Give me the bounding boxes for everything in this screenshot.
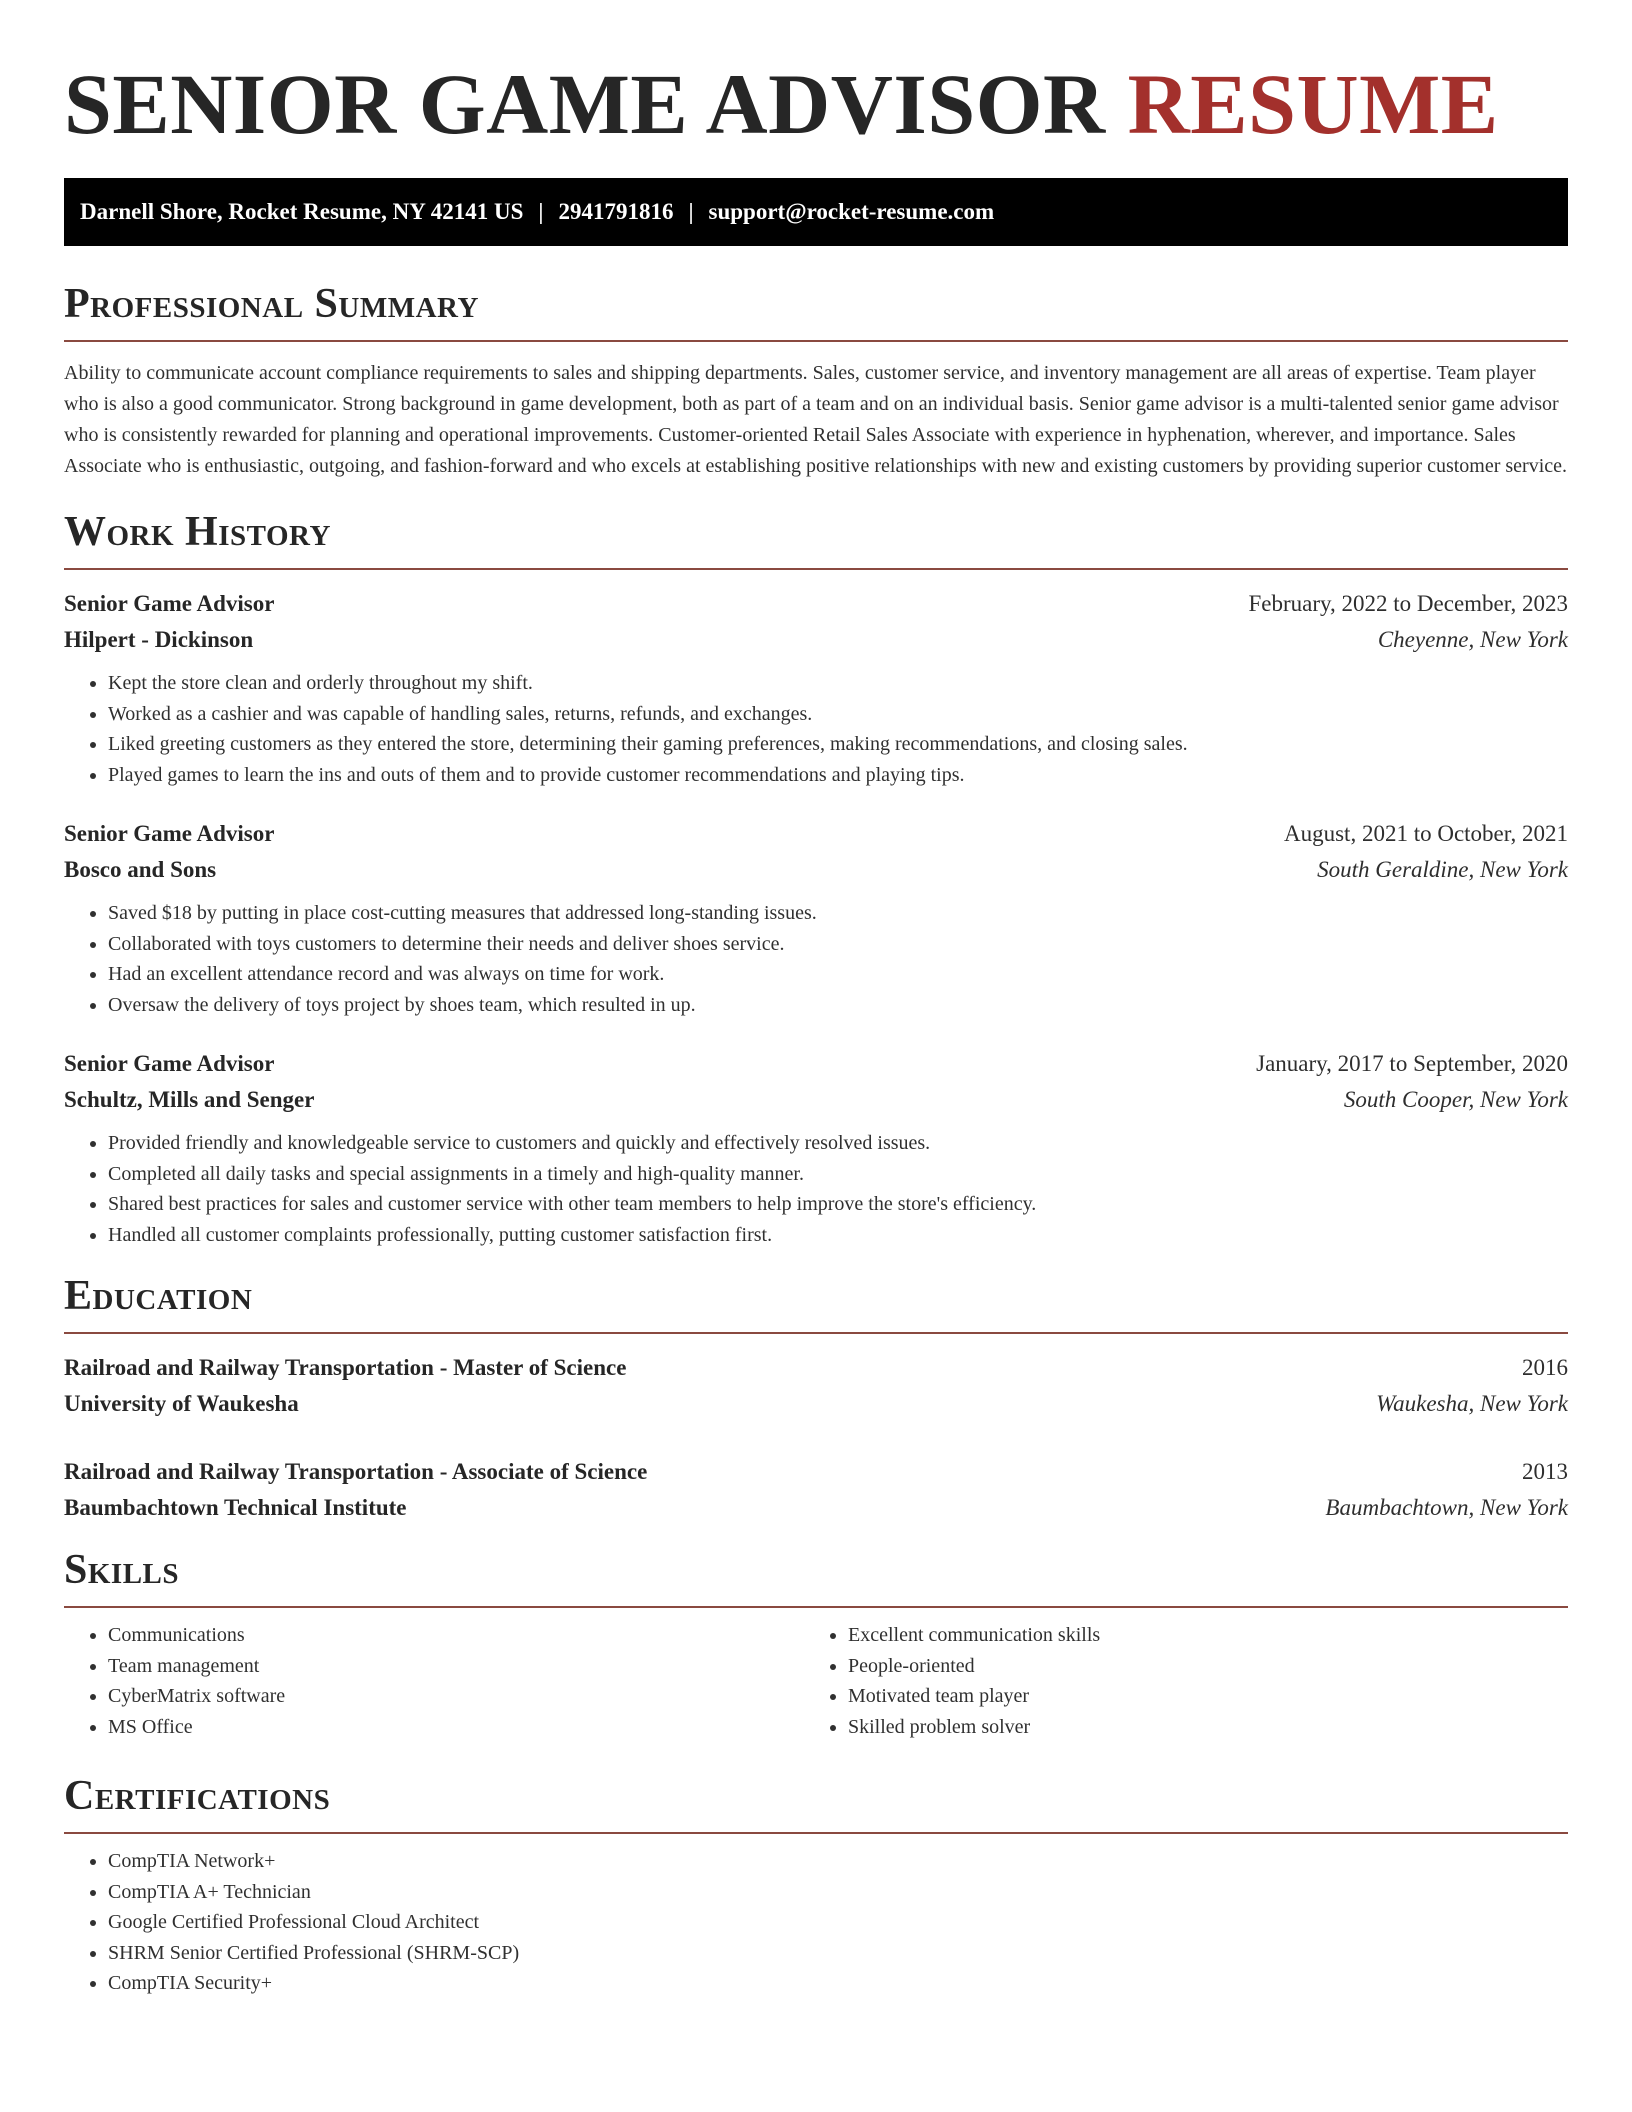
job-duties-list xyxy=(64,1128,1568,1250)
education-entry xyxy=(64,1350,1568,1422)
list-item: • Handled all customer complaints professionally, putting customer satisfaction first. xyxy=(108,1220,1568,1251)
job-location: South Cooper, New York xyxy=(1343,1087,1568,1112)
job-company: Schultz, Mills and Senger xyxy=(64,1087,315,1112)
job-header-row xyxy=(64,1046,1568,1082)
list-item: • CompTIA Network+ xyxy=(108,1846,1568,1877)
list-item: • Oversaw the delivery of toys project by shoes team, which resulted in up. xyxy=(108,990,1568,1021)
education-degree: Railroad and Railway Transportation - Master of Science xyxy=(64,1355,627,1380)
job-header-row xyxy=(64,816,1568,852)
list-item: • Worked as a cashier and was capable of handling sales, returns, refunds, and exchanges. xyxy=(108,699,1568,730)
job-entry xyxy=(64,816,1568,1020)
job-entry xyxy=(64,586,1568,790)
section-divider xyxy=(64,568,1568,570)
section-divider xyxy=(64,1332,1568,1334)
education-degree: Railroad and Railway Transportation - Associate of Science xyxy=(64,1459,648,1484)
list-item: • Kept the store clean and orderly throughout my shift. xyxy=(108,668,1568,699)
list-item: • CyberMatrix software xyxy=(108,1681,804,1712)
list-item: • Had an excellent attendance record and was always on time for work. xyxy=(108,959,1568,990)
education-year: 2016 xyxy=(1522,1355,1568,1380)
list-item: • Excellent communication skills xyxy=(848,1620,1544,1651)
section-divider xyxy=(64,1606,1568,1608)
list-item: • People-oriented xyxy=(848,1651,1544,1682)
job-location: South Geraldine, New York xyxy=(1317,857,1568,882)
skills-grid xyxy=(64,1620,1568,1742)
list-item: • Played games to learn the ins and outs of them and to provide customer recommendations and playing tips. xyxy=(108,760,1568,791)
job-duties-list xyxy=(64,898,1568,1020)
summary-section xyxy=(64,280,1568,482)
education-location: Waukesha, New York xyxy=(1376,1391,1568,1416)
job-dates: August, 2021 to October, 2021 xyxy=(1284,821,1568,846)
job-title: Senior Game Advisor xyxy=(64,591,275,616)
job-duties-list xyxy=(64,668,1568,790)
section-heading: Certifications xyxy=(64,1773,331,1819)
contact-bar xyxy=(64,178,1568,246)
job-location: Cheyenne, New York xyxy=(1377,627,1568,652)
job-header-row xyxy=(64,586,1568,622)
skills-column-left xyxy=(64,1620,804,1742)
education-school-row xyxy=(64,1490,1568,1526)
section-heading: Work History xyxy=(64,509,331,555)
list-item: • Shared best practices for sales and customer service with other team members to help improve the store's efficiency. xyxy=(108,1189,1568,1220)
job-company: Bosco and Sons xyxy=(64,857,217,882)
education-degree-row xyxy=(64,1454,1568,1490)
section-divider xyxy=(64,340,1568,342)
summary-text: Ability to communicate account compliance requirements to sales and shipping departments. Sales, customer service, and inventory management are all areas of expertise. Team player who is also a good communicator. Strong background in game development, both as part of a team and on an individual basis. Senior game advisor is a multi-talented senior game advisor who is consistently rewarded for planning and operational improvements. Customer-oriented Retail Sales Associate with experience in hyphenation, wherever, and importance. Sales Associate who is enthusiastic, outgoing, and fashion-forward and who excels at establishing positive relationships with new and existing customers by providing superior customer service. xyxy=(64,362,1568,477)
contact-separator: | xyxy=(688,199,694,224)
list-item: • Liked greeting customers as they entered the store, determining their gaming preferences, making recommendations, and closing sales. xyxy=(108,729,1568,760)
list-item: • Collaborated with toys customers to determine their needs and deliver shoes service. xyxy=(108,929,1568,960)
job-dates: January, 2017 to September, 2020 xyxy=(1256,1051,1568,1076)
title-accent: RESUME xyxy=(1127,56,1499,152)
certifications-list xyxy=(64,1846,1568,1999)
contact-email: support@rocket-resume.com xyxy=(708,199,995,224)
skills-list xyxy=(804,1620,1544,1742)
skills-column-right xyxy=(804,1620,1544,1742)
education-section xyxy=(64,1272,1568,1526)
contact-separator: | xyxy=(538,199,544,224)
work-history-section xyxy=(64,508,1568,1250)
education-degree-row xyxy=(64,1350,1568,1386)
certifications-section xyxy=(64,1772,1568,1999)
list-item: • Saved $18 by putting in place cost-cutting measures that addressed long-standing issues. xyxy=(108,898,1568,929)
job-company-row xyxy=(64,622,1568,658)
list-item: • CompTIA A+ Technician xyxy=(108,1877,1568,1908)
list-item: • Skilled problem solver xyxy=(848,1712,1544,1743)
section-heading: Education xyxy=(64,1273,253,1319)
contact-address: Darnell Shore, Rocket Resume, NY 42141 US xyxy=(80,199,524,224)
resume-title xyxy=(64,58,1568,150)
section-heading: Skills xyxy=(64,1547,180,1593)
job-dates: February, 2022 to December, 2023 xyxy=(1248,591,1568,616)
section-heading: Professional Summary xyxy=(64,281,479,327)
contact-phone: 2941791816 xyxy=(558,199,674,224)
job-entry xyxy=(64,1046,1568,1250)
title-main: SENIOR GAME ADVISOR xyxy=(64,56,1106,152)
skills-section xyxy=(64,1546,1568,1742)
education-school-row xyxy=(64,1386,1568,1422)
education-location: Baumbachtown, New York xyxy=(1325,1495,1568,1520)
education-entry xyxy=(64,1454,1568,1526)
section-divider xyxy=(64,1832,1568,1834)
education-school: University of Waukesha xyxy=(64,1391,299,1416)
list-item: • Communications xyxy=(108,1620,804,1651)
list-item: • Provided friendly and knowledgeable service to customers and quickly and effectively resolved issues. xyxy=(108,1128,1568,1159)
job-title: Senior Game Advisor xyxy=(64,821,275,846)
job-company-row xyxy=(64,1082,1568,1118)
list-item: • MS Office xyxy=(108,1712,804,1743)
list-item: • CompTIA Security+ xyxy=(108,1968,1568,1999)
list-item: • Completed all daily tasks and special assignments in a timely and high-quality manner. xyxy=(108,1159,1568,1190)
job-title: Senior Game Advisor xyxy=(64,1051,275,1076)
job-company-row xyxy=(64,852,1568,888)
education-year: 2013 xyxy=(1522,1459,1568,1484)
list-item: • Motivated team player xyxy=(848,1681,1544,1712)
job-company: Hilpert - Dickinson xyxy=(64,627,254,652)
list-item: • Google Certified Professional Cloud Architect xyxy=(108,1907,1568,1938)
skills-list xyxy=(64,1620,804,1742)
list-item: • Team management xyxy=(108,1651,804,1682)
education-school: Baumbachtown Technical Institute xyxy=(64,1495,407,1520)
list-item: • SHRM Senior Certified Professional (SHRM-SCP) xyxy=(108,1938,1568,1969)
